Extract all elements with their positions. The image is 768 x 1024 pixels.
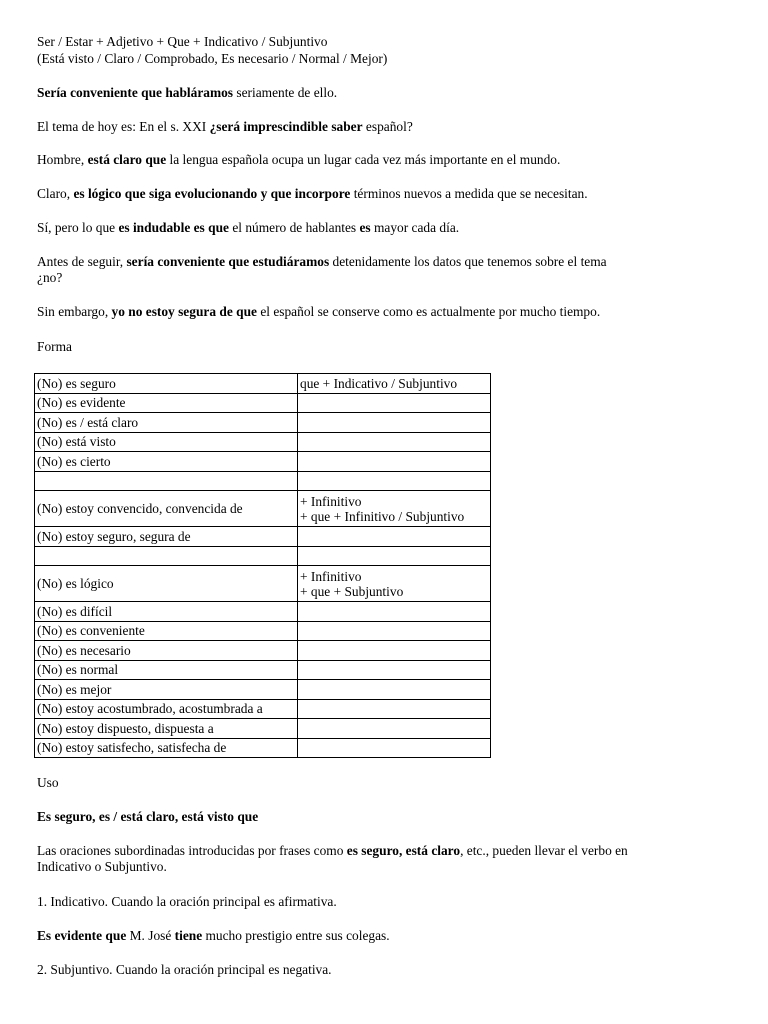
table-cell-construction xyxy=(298,660,491,680)
uso-heading: Uso xyxy=(37,775,59,790)
table-cell-construction xyxy=(298,491,491,527)
table-row xyxy=(35,660,491,680)
construction-line-2: + que + Subjuntivo xyxy=(300,583,404,599)
table-cell-expression: (No) es seguro xyxy=(35,374,298,394)
table-cell-construction xyxy=(298,546,491,566)
table-cell-expression: (No) estoy seguro, segura de xyxy=(35,527,298,547)
table-cell-expression xyxy=(35,471,298,491)
example-6-line-2: ¿no? xyxy=(37,270,63,285)
forma-table xyxy=(34,373,491,758)
example-7-text-a: Sin embargo, xyxy=(37,304,112,319)
uso-subheading xyxy=(37,809,258,825)
example-indicative-text-a: M. José xyxy=(126,928,175,943)
example-5-bold-b: es xyxy=(359,220,371,235)
table-cell-construction xyxy=(298,413,491,433)
example-7 xyxy=(37,304,600,320)
table-row xyxy=(35,432,491,452)
table-cell-construction xyxy=(298,393,491,413)
example-5-text-b: el número de hablantes xyxy=(228,220,360,235)
table-cell-expression: (No) es evidente xyxy=(35,393,298,413)
point-1: 1. Indicativo. Cuando la oración principal es afirmativa. xyxy=(37,894,337,909)
table-cell-construction xyxy=(298,374,491,394)
table-cell-expression: (No) es normal xyxy=(35,660,298,680)
table-cell-construction xyxy=(298,432,491,452)
example-5 xyxy=(37,220,459,236)
table-row xyxy=(35,621,491,641)
example-4-bold: es lógico que siga evolucionando y que incorpore xyxy=(73,186,351,201)
table-cell-expression: (No) estoy dispuesto, dispuesta a xyxy=(35,719,298,739)
table-row xyxy=(35,527,491,547)
example-1 xyxy=(37,85,337,101)
example-3-bold: está claro que xyxy=(87,152,167,167)
construction-line-1: que + Indicativo / Subjuntivo xyxy=(300,375,458,391)
example-6-text-b: detenidamente los datos que tenemos sobre el tema xyxy=(329,254,607,269)
uso-paragraph-line-2: Indicativo o Subjuntivo. xyxy=(37,859,167,874)
uso-text-a: Las oraciones subordinadas introducidas por frases como xyxy=(37,843,347,858)
uso-bold: es seguro, está claro xyxy=(346,843,461,858)
example-7-bold: yo no estoy segura de que xyxy=(111,304,257,319)
table-row xyxy=(35,491,491,527)
table-row xyxy=(35,680,491,700)
example-7-text-b: el español se conserve como es actualmente por mucho tiempo. xyxy=(256,304,601,319)
table-cell-construction xyxy=(298,680,491,700)
example-4-text-a: Claro, xyxy=(37,186,74,201)
example-5-bold-a: es indudable es que xyxy=(118,220,229,235)
example-1-bold: Sería conveniente que habláramos xyxy=(37,85,234,100)
example-6-bold: sería conveniente que estudiáramos xyxy=(126,254,330,269)
table-row xyxy=(35,641,491,661)
table-cell-expression: (No) estoy acostumbrado, acostumbrada a xyxy=(35,699,298,719)
table-row xyxy=(35,719,491,739)
construction-line-1: + Infinitivo xyxy=(300,568,362,584)
uso-paragraph xyxy=(37,843,628,859)
example-indicative-bold-b: tiene xyxy=(174,928,203,943)
table-row xyxy=(35,393,491,413)
table-cell-construction xyxy=(298,641,491,661)
table-row xyxy=(35,452,491,472)
example-5-text-a: Sí, pero lo que xyxy=(37,220,119,235)
table-row xyxy=(35,471,491,491)
table-row xyxy=(35,546,491,566)
example-6-text-a: Antes de seguir, xyxy=(37,254,127,269)
header-line-2: (Está visto / Claro / Comprobado, Es necesario / Normal / Mejor) xyxy=(37,51,388,66)
example-2-text-a: El tema de hoy es: En el s. XXI xyxy=(37,119,210,134)
table-cell-construction xyxy=(298,719,491,739)
header-line-1: Ser / Estar + Adjetivo + Que + Indicativo / Subjuntivo xyxy=(37,34,328,49)
table-cell-expression: (No) es necesario xyxy=(35,641,298,661)
construction-line-1: + Infinitivo xyxy=(300,493,362,509)
table-row xyxy=(35,413,491,433)
example-4 xyxy=(37,186,588,202)
table-row xyxy=(35,602,491,622)
table-cell-construction xyxy=(298,566,491,602)
table-row xyxy=(35,374,491,394)
table-cell-expression: (No) es / está claro xyxy=(35,413,298,433)
uso-text-b: , etc., pueden llevar el verbo en xyxy=(460,843,628,858)
example-3-text-b: la lengua española ocupa un lugar cada vez más importante en el mundo. xyxy=(166,152,561,167)
forma-heading: Forma xyxy=(37,339,72,354)
table-cell-expression: (No) estoy satisfecho, satisfecha de xyxy=(35,738,298,758)
table-cell-construction xyxy=(298,602,491,622)
table-row xyxy=(35,738,491,758)
example-4-text-b: términos nuevos a medida que se necesitan. xyxy=(350,186,588,201)
table-row xyxy=(35,566,491,602)
table-cell-expression: (No) es lógico xyxy=(35,566,298,602)
table-cell-expression: (No) es cierto xyxy=(35,452,298,472)
table-cell-construction xyxy=(298,699,491,719)
example-2-text-b: español? xyxy=(362,119,413,134)
example-2 xyxy=(37,119,413,135)
table-cell-expression: (No) es mejor xyxy=(35,680,298,700)
example-indicative xyxy=(37,928,390,944)
construction-line-2: + que + Infinitivo / Subjuntivo xyxy=(300,508,465,524)
example-1-text: seriamente de ello. xyxy=(233,85,338,100)
table-cell-expression: (No) está visto xyxy=(35,432,298,452)
table-cell-expression xyxy=(35,546,298,566)
table-row xyxy=(35,699,491,719)
table-cell-construction xyxy=(298,471,491,491)
example-5-text-c: mayor cada día. xyxy=(370,220,460,235)
example-6 xyxy=(37,254,607,270)
example-indicative-bold-a: Es evidente que xyxy=(37,928,127,943)
example-2-bold: ¿será imprescindible saber xyxy=(209,119,363,134)
table-cell-expression: (No) es difícil xyxy=(35,602,298,622)
uso-subheading-bold: Es seguro, es / está claro, está visto que xyxy=(37,809,259,824)
table-cell-construction xyxy=(298,738,491,758)
point-2: 2. Subjuntivo. Cuando la oración principal es negativa. xyxy=(37,962,332,977)
table-cell-expression: (No) es conveniente xyxy=(35,621,298,641)
example-3-text-a: Hombre, xyxy=(37,152,88,167)
table-cell-construction xyxy=(298,452,491,472)
table-cell-expression: (No) estoy convencido, convencida de xyxy=(35,491,298,527)
example-indicative-text-b: mucho prestigio entre sus colegas. xyxy=(202,928,390,943)
table-cell-construction xyxy=(298,527,491,547)
table-cell-construction xyxy=(298,621,491,641)
example-3 xyxy=(37,152,560,168)
